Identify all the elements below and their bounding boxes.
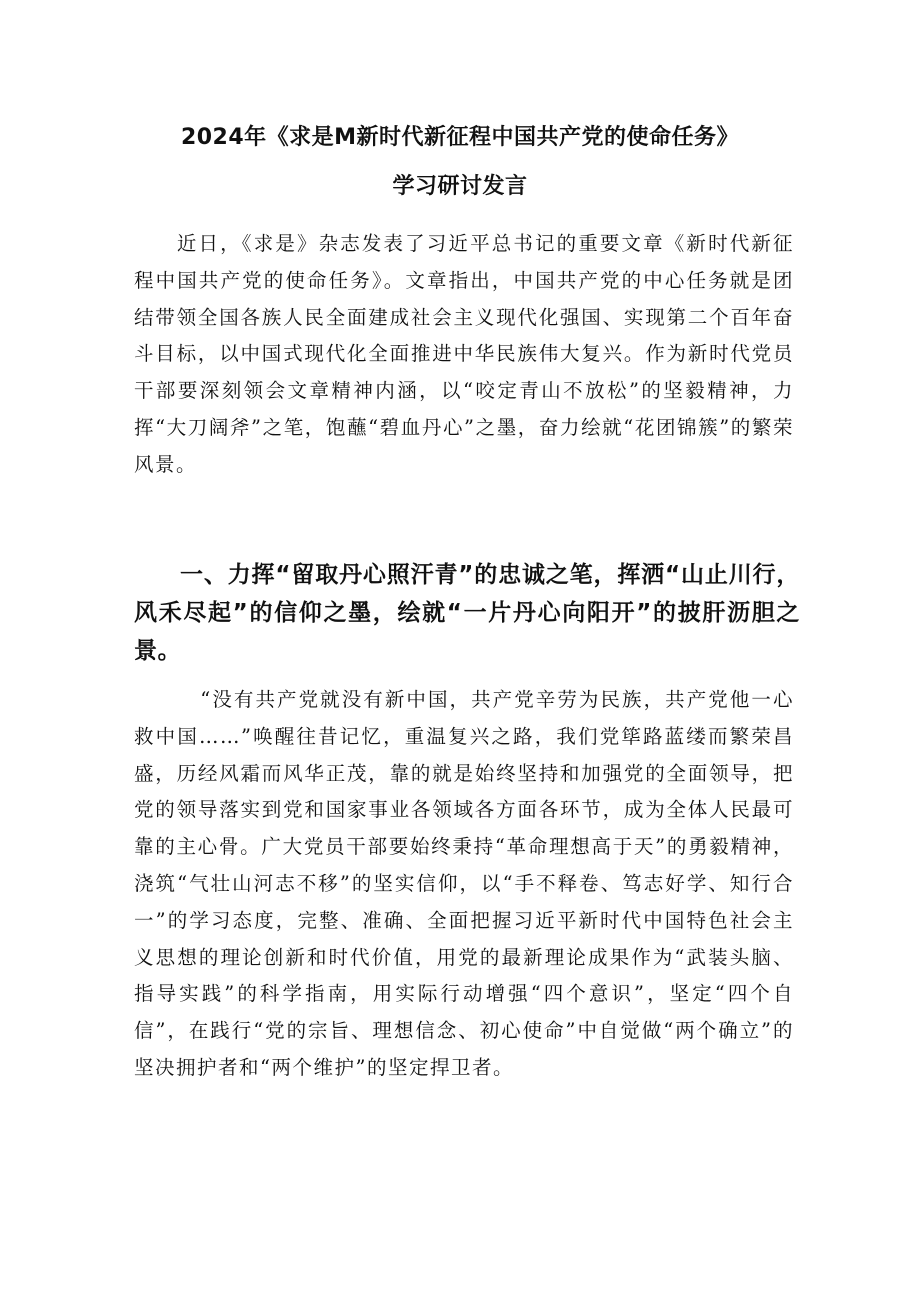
document-title-line2: 学习研讨发言 bbox=[392, 174, 528, 199]
document-title-line1: 2024年《求是M新时代新征程中国共产党的使命任务》 bbox=[180, 125, 740, 150]
intro-paragraph: 近日，《求是》杂志发表了习近平总书记的重要文章《新时代新征程中国共产党的使命任务》。文章指出，中国共产党的中心任务就是团结带领全国各族人民全面建成社会主义现代化强国、实现第二个百年奋斗目标，以中国式现代化全面推进中华民族伟大复兴。作为新时代党员干部要深刻领会文章精神内涵，以“咬定青山不放松”的坚毅精神，力挥“大刀阔斧”之笔，饱蘸“碧血丹心”之墨，奋力绘就“花团锦簇”的繁荣风景。 bbox=[134, 232, 794, 476]
section-heading-1: 一、力挥“留取丹心照汗青”的忠诚之笔，挥洒“山止川行，风禾尽起”的信仰之墨，绘就“一片丹心向阳开”的披肝沥胆之景。 bbox=[134, 562, 800, 664]
section-1-paragraph: “没有共产党就没有新中国，共产党辛劳为民族，共产党他一心救中国……”唤醒往昔记忆，重温复兴之路，我们党筚路蓝缕而繁荣昌盛，历经风霜而风华正茂，靠的就是始终坚持和加强党的全面领导，把党的领导落实到党和国家事业各领域各方面各环节，成为全体人民最可靠的主心骨。广大党员干部要始终秉持“革命理想高于天”的勇毅精神，浇筑“气壮山河志不移”的坚实信仰，以“手不释卷、笃志好学、知行合一”的学习态度，完整、准确、全面把握习近平新时代中国特色社会主义思想的理论创新和时代价值，用党的最新理论成果作为“武装头脑、指导实践”的科学指南，用实际行动增强“四个意识”，坚定“四个自信”，在践行“党的宗旨、理想信念、初心使命”中自觉做“两个确立”的坚决拥护者和“两个维护”的坚定捍卫者。 bbox=[134, 688, 794, 1079]
